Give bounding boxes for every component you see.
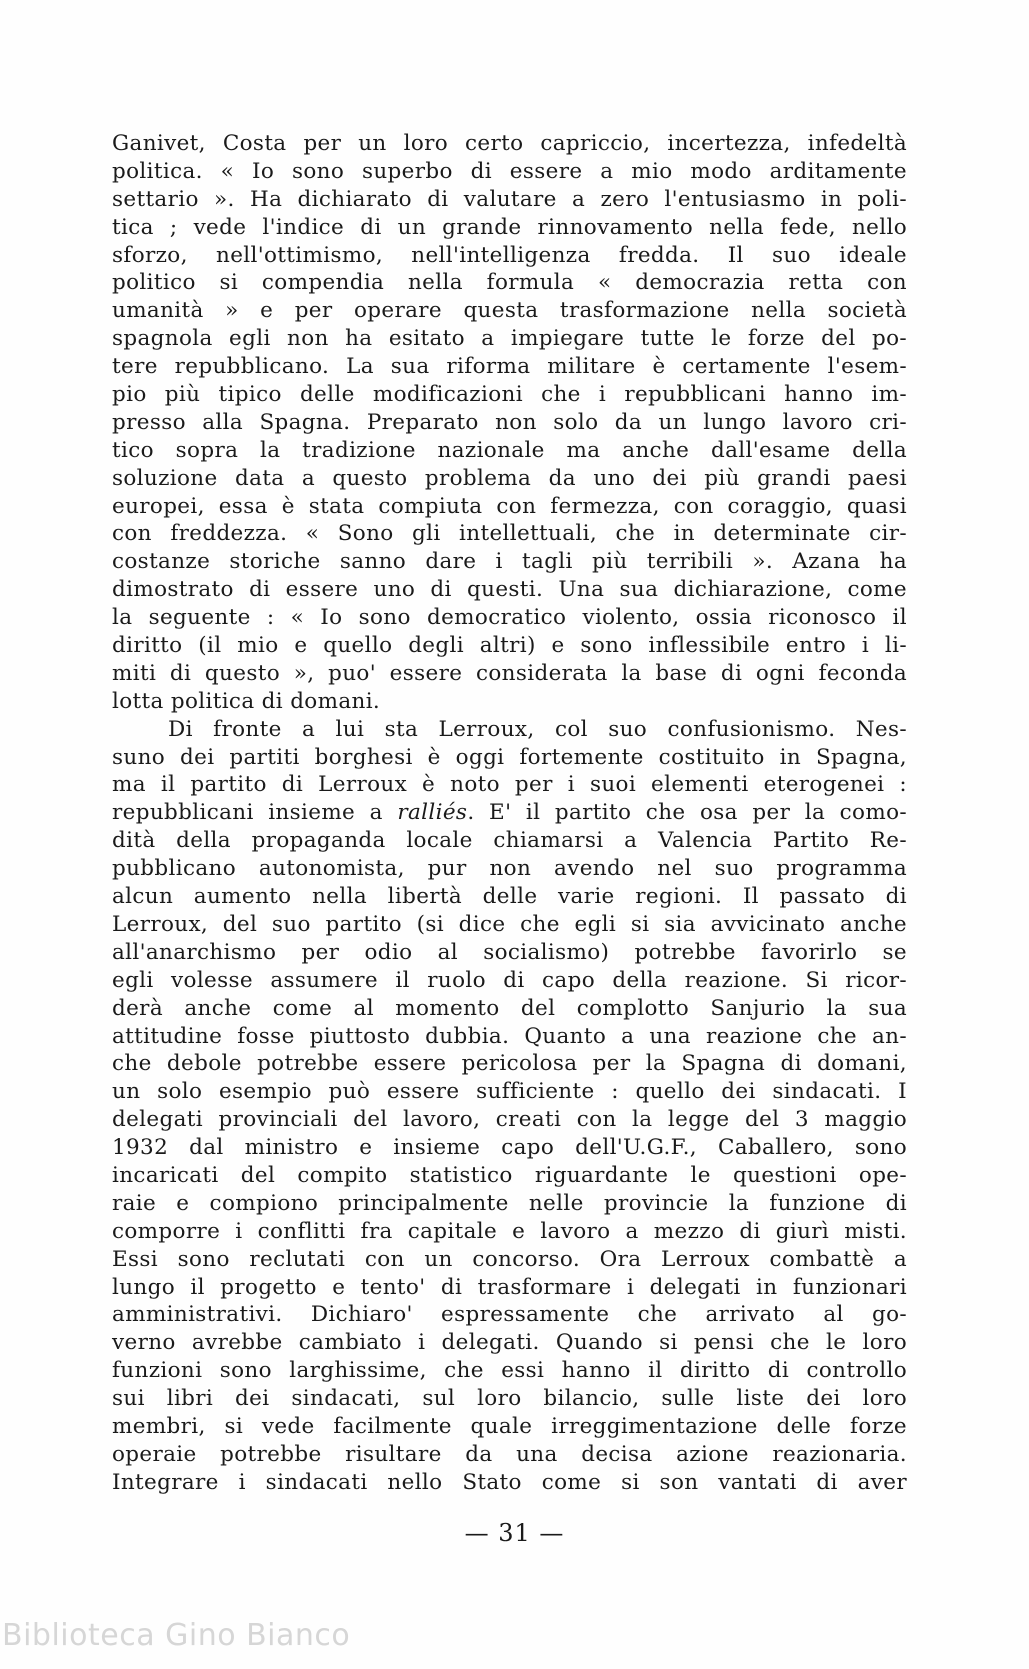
- text-line: dità della propaganda locale chiamarsi a Valencia Partito Re-: [112, 828, 907, 854]
- text-line: settario ». Ha dichiarato di valutare a zero l'entusiasmo in poli-: [112, 186, 907, 212]
- text-line: delegati provinciali del lavoro, creati con la legge del 3 maggio: [112, 1107, 907, 1133]
- body-text: [112, 130, 907, 1497]
- text-line: dimostrato di essere uno di questi. Una sua dichiarazione, come: [112, 577, 907, 603]
- text-line: presso alla Spagna. Preparato non solo da un lungo lavoro cri-: [112, 409, 907, 435]
- library-watermark: Biblioteca Gino Bianco: [2, 1618, 351, 1653]
- text-line: politica. « Io sono superbo di essere a mio modo arditamente: [112, 158, 907, 184]
- text-line: alcun aumento nella libertà delle varie regioni. Il passato di: [112, 884, 907, 910]
- text-line: che debole potrebbe essere pericolosa per la Spagna di domani,: [112, 1051, 907, 1077]
- italic-word: ralliés: [397, 800, 468, 826]
- text-line: funzioni sono larghissime, che essi hanno il diritto di controllo: [112, 1358, 907, 1384]
- text-line: incaricati del compito statistico riguardante le questioni ope-: [112, 1162, 907, 1188]
- text-line: diritto (il mio e quello degli altri) e sono inflessibile entro i li-: [112, 633, 907, 659]
- text-line: tica ; vede l'indice di un grande rinnovamento nella fede, nello: [112, 214, 907, 240]
- text-line: miti di questo », puo' essere considerata la base di ogni feconda: [112, 660, 907, 686]
- text-line: verno avrebbe cambiato i delegati. Quando si pensi che le loro: [112, 1330, 907, 1356]
- text-line: lungo il progetto e tento' di trasformare i delegati in funzionari: [112, 1274, 907, 1300]
- text-line: costanze storiche sanno dare i tagli più terribili ». Azana ha: [112, 549, 907, 575]
- text-line: amministrativi. Dichiaro' espressamente che arrivato al go-: [112, 1302, 907, 1328]
- text-line: Integrare i sindacati nello Stato come si son vantati di aver: [112, 1469, 907, 1495]
- text-line: un solo esempio può essere sufficiente : quello dei sindacati. I: [112, 1079, 907, 1105]
- text-line: Ganivet, Costa per un loro certo capriccio, incertezza, infedeltà: [112, 131, 907, 156]
- text-line: egli volesse assumere il ruolo di capo della reazione. Si ricor-: [112, 967, 907, 993]
- text-line: ma il partito di Lerroux è noto per i suoi elementi eterogenei :: [112, 772, 907, 798]
- text-line: attitudine fosse piuttosto dubbia. Quanto a una reazione che an-: [112, 1023, 907, 1049]
- text-line: repubblicani insieme a ralliés. E' il partito che osa per la como-: [112, 800, 908, 826]
- text-line: comporre i conflitti fra capitale e lavoro a mezzo di giurì misti.: [112, 1218, 907, 1244]
- text-line: Di fronte a lui sta Lerroux, col suo confusionismo. Nes-: [168, 716, 907, 742]
- text-line: pubblicano autonomista, pur non avendo nel suo programma: [112, 856, 907, 882]
- text-line: all'anarchismo per odio al socialismo) potrebbe favorirlo se: [112, 939, 907, 965]
- text-line: 1932 dal ministro e insieme capo dell'U.G.F., Caballero, sono: [112, 1135, 907, 1161]
- text-line: operaie potrebbe risultare da una decisa azione reazionaria.: [112, 1441, 907, 1467]
- text-line: Lerroux, del suo partito (si dice che egli si sia avvicinato anche: [112, 911, 907, 937]
- text-line: lotta politica di domani.: [112, 688, 381, 714]
- text-line: derà anche come al momento del complotto Sanjurio la sua: [112, 995, 907, 1021]
- text-line: pio più tipico delle modificazioni che i repubblicani hanno im-: [112, 382, 907, 408]
- text-line: soluzione data a questo problema da uno dei più grandi paesi: [112, 465, 907, 491]
- text-line: europei, essa è stata compiuta con fermezza, con coraggio, quasi: [112, 493, 907, 519]
- text-line: raie e compiono principalmente nelle provincie la funzione di: [112, 1190, 907, 1216]
- text-line: sui libri dei sindacati, sul loro bilancio, sulle liste dei loro: [112, 1386, 907, 1412]
- text-line: tere repubblicano. La sua riforma militare è certamente l'esem-: [112, 354, 907, 380]
- text-line: Essi sono reclutati con un concorso. Ora Lerroux combattè a: [112, 1246, 907, 1272]
- text-line: con freddezza. « Sono gli intellettuali, che in determinate cir-: [112, 521, 907, 547]
- page-number: — 31 —: [464, 1519, 565, 1547]
- text-line: sforzo, nell'ottimismo, nell'intelligenza fredda. Il suo ideale: [112, 242, 907, 268]
- text-line: la seguente : « Io sono democratico violento, ossia riconosco il: [112, 605, 907, 631]
- text-line: spagnola egli non ha esitato a impiegare tutte le forze del po-: [112, 326, 907, 352]
- text-line: tico sopra la tradizione nazionale ma anche dall'esame della: [112, 437, 907, 463]
- text-line: politico si compendia nella formula « democrazia retta con: [112, 270, 907, 296]
- text-line: umanità » e per operare questa trasformazione nella società: [112, 298, 907, 324]
- text-line: suno dei partiti borghesi è oggi fortemente costituito in Spagna,: [112, 744, 907, 770]
- text-line: membri, si vede facilmente quale irreggimentazione delle forze: [112, 1413, 907, 1439]
